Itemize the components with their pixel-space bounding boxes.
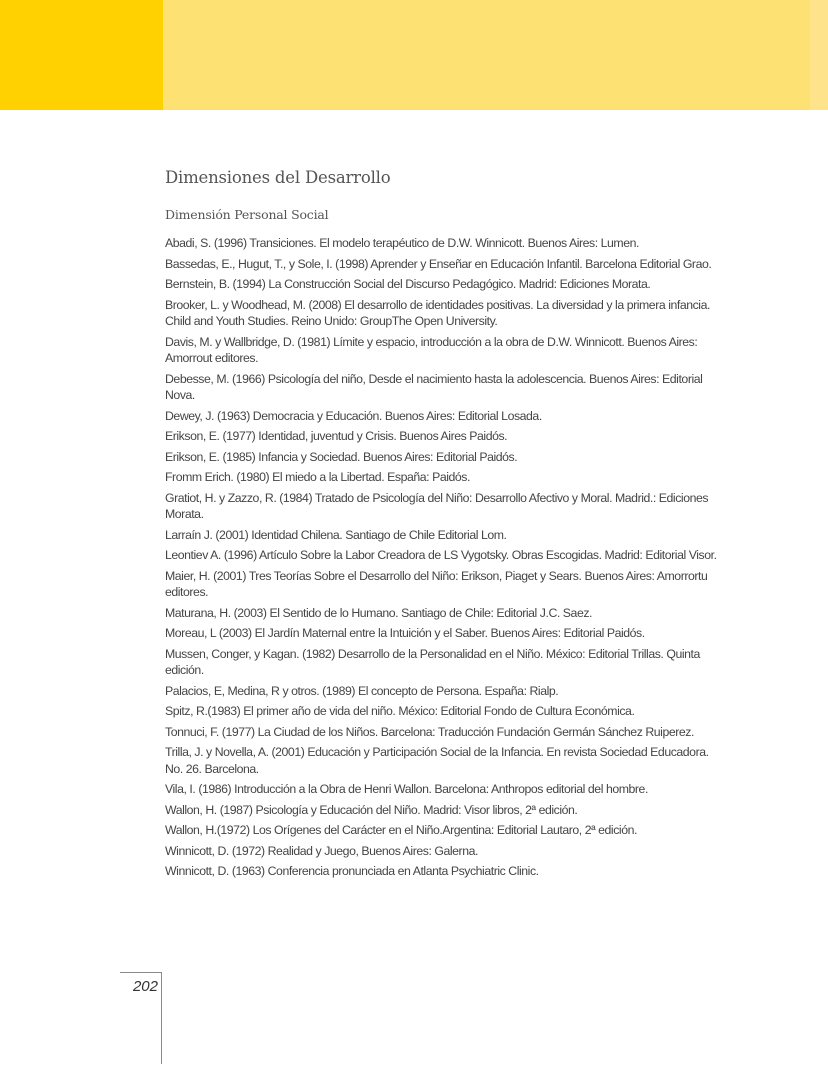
reference-item: Larraín J. (2001) Identidad Chilena. Santiago de Chile Editorial Lom. [165, 527, 507, 542]
header-stripe [810, 0, 828, 110]
reference-item: Winnicott, D. (1963) Conferencia pronunciada en Atlanta Psychiatric Clinic. [165, 864, 539, 878]
reference-item: Trilla, J. y Novella, A. (2001) Educación y Participación Social de la Infancia. En revista Sociedad Educadora. No. 26. Barcelona. [165, 745, 709, 776]
reference-item: Palacios, E, Medina, R y otros. (1989) El concepto de Persona. España: Rialp. [165, 683, 559, 698]
reference-list [165, 235, 720, 880]
reference-item: Fromm Erich. (1980) El miedo a la Libertad. España: Paidós. [165, 470, 470, 484]
reference-item: Leontiev A. (1996) Artículo Sobre la Labor Creadora de LS Vygotsky. Obras Escogidas. Madrid: Editorial Visor. [165, 548, 717, 562]
reference-item: Bassedas, E., Hugut, T., y Sole, I. (1998) Aprender y Enseñar en Educación Infantil. Barcelona Editorial Grao. [165, 256, 712, 271]
reference-item: Winnicott, D. (1972) Realidad y Juego, Buenos Aires: Galerna. [165, 843, 478, 858]
reference-item: Davis, M. y Wallbridge, D. (1981) Límite y espacio, introducción a la obra de D.W. Winnicott. Buenos Aires: Amorrout editores. [165, 334, 698, 365]
subsection-title: Dimensión Personal Social [165, 207, 329, 222]
footer-rule-horizontal [120, 972, 162, 973]
section-title: Dimensiones del Desarrollo [165, 168, 391, 187]
reference-item: Tonnuci, F. (1977) La Ciudad de los Niños. Barcelona: Traducción Fundación Germán Sánchez Ruiperez. [165, 724, 694, 739]
reference-item: Mussen, Conger, y Kagan. (1982) Desarrollo de la Personalidad en el Niño. México: Editorial Trillas. Quinta edición. [165, 646, 700, 677]
reference-item: Maturana, H. (2003) El Sentido de lo Humano. Santiago de Chile: Editorial J.C. Saez. [165, 605, 593, 620]
reference-item: Maier, H. (2001) Tres Teorías Sobre el Desarrollo del Niño: Erikson, Piaget y Sears. Buenos Aires: Amorrortu editores. [165, 568, 708, 599]
reference-item: Moreau, L (2003) El Jardín Maternal entre la Intuición y el Saber. Buenos Aires: Editorial Paidós. [165, 626, 645, 640]
footer-rule-vertical [161, 972, 162, 1064]
reference-item: Gratiot, H. y Zazzo, R. (1984) Tratado de Psicología del Niño: Desarrollo Afectivo y Moral. Madrid.: Ediciones Morata. [165, 490, 709, 521]
page-number: 202 [132, 978, 158, 995]
reference-item: Erikson, E. (1977) Identidad, juventud y Crisis. Buenos Aires Paidós. [165, 429, 508, 443]
reference-item: Wallon, H.(1972) Los Orígenes del Carácter en el Niño.Argentina: Editorial Lautaro, 2ª edición. [165, 823, 637, 837]
reference-item: Abadi, S. (1996) Transiciones. El modelo terapéutico de D.W. Winnicott. Buenos Aires: Lumen. [165, 236, 639, 250]
reference-item: Debesse, M. (1966) Psicología del niño, Desde el nacimiento hasta la adolescencia. Buenos Aires: Editorial Nova. [165, 371, 703, 402]
reference-item: Bernstein, B. (1994) La Construcción Social del Discurso Pedagógico. Madrid: Ediciones Morata. [165, 277, 651, 291]
reference-item: Vila, I. (1986) Introducción a la Obra de Henri Wallon. Barcelona: Anthropos editorial del hombre. [165, 782, 648, 796]
main-content [165, 168, 720, 884]
reference-item: Spitz, R.(1983) El primer año de vida del niño. México: Editorial Fondo de Cultura Económica. [165, 704, 635, 718]
header-accent-block [0, 0, 163, 110]
reference-item: Brooker, L. y Woodhead, M. (2008) El desarrollo de identidades positivas. La diversidad y la primera infancia. Child and Youth Studies. Reino Unido: GroupThe Open University. [165, 297, 710, 328]
reference-item: Dewey, J. (1963) Democracia y Educación. Buenos Aires: Editorial Losada. [165, 408, 542, 423]
reference-item: Wallon, H. (1987) Psicología y Educación del Niño. Madrid: Visor libros, 2ª edición. [165, 802, 578, 817]
reference-item: Erikson, E. (1985) Infancia y Sociedad. Buenos Aires: Editorial Paidós. [165, 449, 518, 464]
